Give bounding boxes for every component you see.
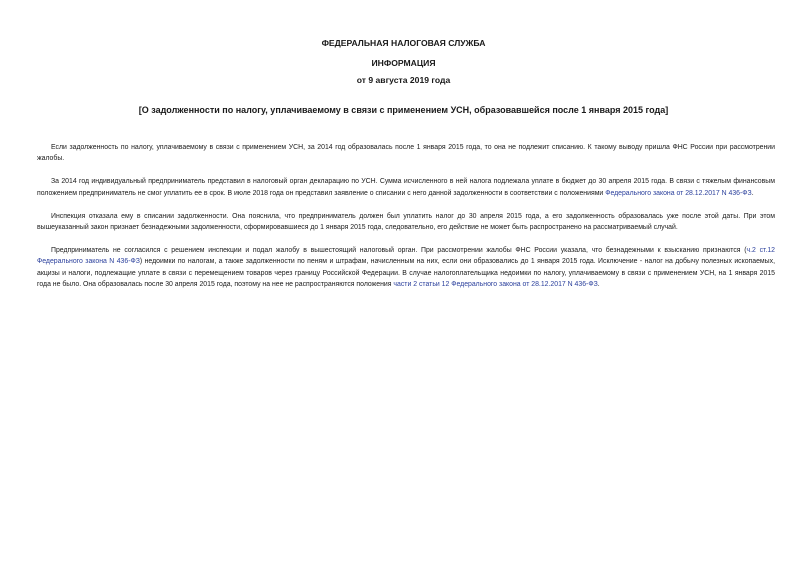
law-436-fz-link[interactable]: Федерального закона от 28.12.2017 N 436-ФЗ xyxy=(605,189,752,197)
paragraph-2 xyxy=(37,176,775,198)
law-article-12-full-link[interactable]: части 2 статьи 12 Федерального закона от 28.12.2017 N 436-ФЗ xyxy=(393,280,598,288)
agency-name: ФЕДЕРАЛЬНАЯ НАЛОГОВАЯ СЛУЖБА xyxy=(321,38,486,48)
paragraph-3 xyxy=(37,211,775,233)
paragraph-4-text-middle: ) недоимки по налогам, а также задолженности по пеням и штрафам, начисленным на них, если они образовались до 1 января 2015 года. Исключение - налог на добычу полезных ископаемых, акцизы и налоги, подлежащие уплате в связи с перемещением товаров через границу Российской Федерации. В случае налогоплательщика недоимки по налогу, уплачиваемому в связи с применением УСН, на 1 января 2015 года не было. Она образовалась после 30 апреля 2015 года, поэтому на нее не распространяются положения xyxy=(37,258,775,288)
paragraph-1-text: Если задолженность по налогу, уплачиваемому в связи с применением УСН, за 2014 год образовалась после 1 января 2015 года, то она не подлежит списанию. К такому выводу пришла ФНС России при рассмотрении жалобы. xyxy=(37,144,775,163)
law-article-12-part-2-link[interactable]: ч.2 ст.12 Федерального закона N 436-ФЗ xyxy=(37,247,776,266)
paragraph-4 xyxy=(37,245,775,290)
paragraph-4-end: . xyxy=(597,280,600,288)
paragraph-2-end: . xyxy=(751,189,754,197)
document-title: [О задолженности по налогу, уплачиваемому в связи с применением УСН, образовавшейся после 1 января 2015 года] xyxy=(138,105,669,115)
paragraph-4-text-start: Предприниматель не согласился с решением инспекции и подал жалобу в вышестоящий налоговый орган. При рассмотрении жалобы ФНС России указала, что безнадежными к взысканию признаются ( xyxy=(51,247,747,255)
document-date: от 9 августа 2019 года xyxy=(356,75,451,85)
paragraph-1 xyxy=(37,142,775,164)
paragraph-2-text: За 2014 год индивидуальный предприниматель представил в налоговый орган декларацию по УСН. Сумма исчисленного в ней налога подлежала уплате в бюджет до 30 апреля 2015 года. В связи с тяжелым финансовым положением предприниматель не смог уплатить ее в срок. В июле 2018 года он представил заявление о списании с него данной задолженности в соответствии с положениями xyxy=(37,178,775,197)
paragraph-3-text: Инспекция отказала ему в списании задолженности. Она пояснила, что предприниматель должен был уплатить налог до 30 апреля 2015 года, а его задолженность образовалась уже после этой даты. При этом вышеуказанный закон признает безнадежными задолженности, сформировавшиеся до 1 января 2015 года, следовательно, его действие не может быть распространено на рассматриваемый случай. xyxy=(37,212,775,232)
document-body xyxy=(37,142,775,302)
document-type: ИНФОРМАЦИЯ xyxy=(371,58,436,68)
